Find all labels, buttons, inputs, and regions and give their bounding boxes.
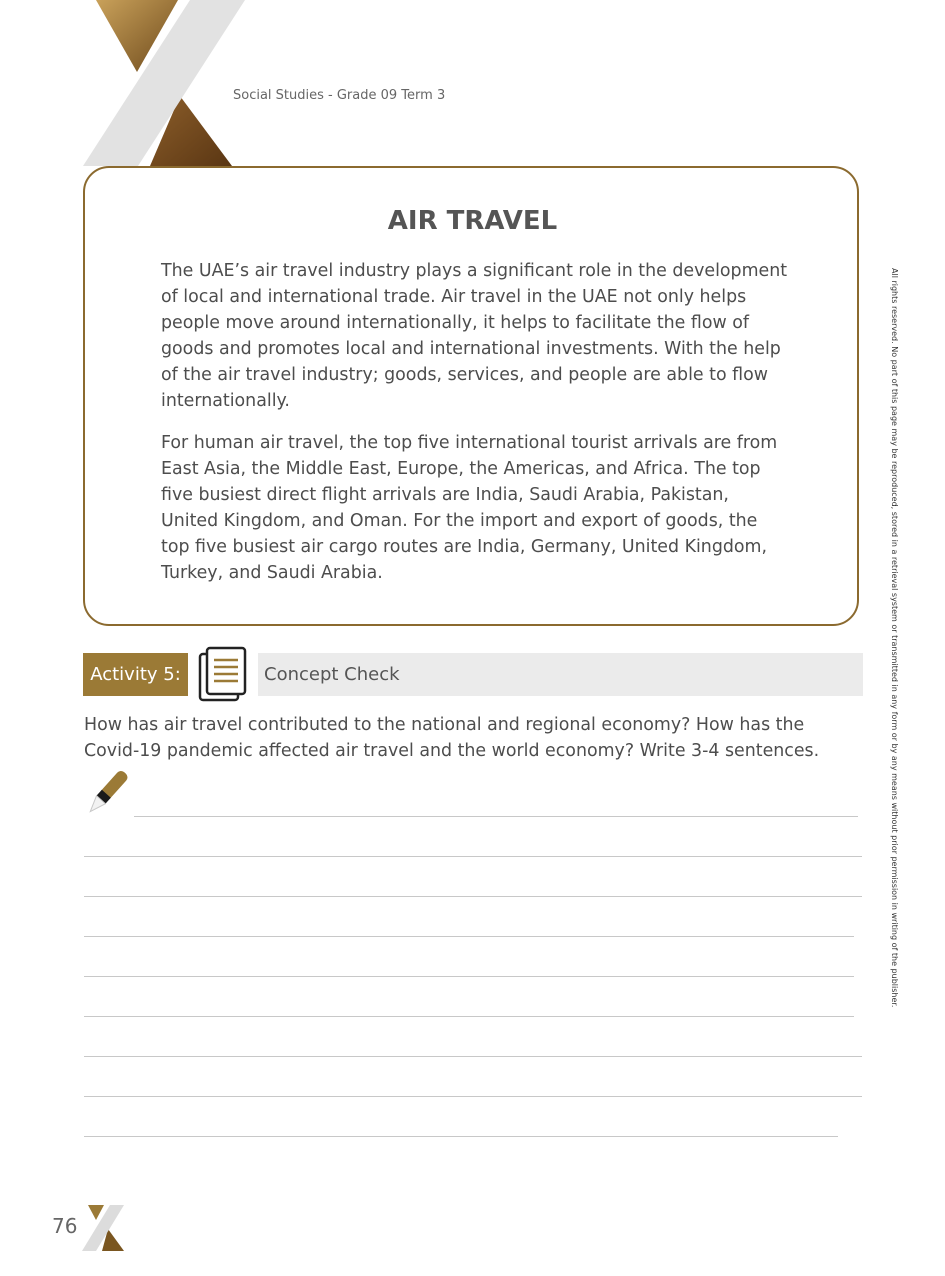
writing-line[interactable] — [84, 1016, 854, 1017]
writing-line[interactable] — [84, 856, 862, 857]
writing-line[interactable] — [84, 896, 862, 897]
corner-x-logo — [0, 0, 260, 170]
article-body — [161, 258, 791, 602]
page-number: 76 — [52, 1214, 78, 1238]
pencil-icon — [82, 768, 132, 818]
document-icon — [198, 646, 248, 702]
activity-question: How has air travel contributed to the national and regional economy? How has the Covid-19 pandemic affected air travel and the world economy? Write 3-4 sentences. — [84, 715, 820, 761]
activity-title: Concept Check — [264, 664, 400, 685]
header-subject: Social Studies - Grade 09 Term 3 — [233, 88, 446, 103]
article-paragraph: For human air travel, the top five international tourist arrivals are from East Asia, the Middle East, Europe, the Americas, and Africa. The top five busiest direct flight arrivals are India, Saudi Arabia, Pakistan, United Kingdom, and Oman. For the import and export of goods, the top five busiest air cargo routes are India, Germany, United Kingdom, Turkey, and Saudi Arabia. — [161, 433, 778, 583]
writing-line[interactable] — [134, 816, 858, 817]
writing-line[interactable] — [84, 1136, 838, 1137]
footer-x-logo — [82, 1205, 126, 1251]
writing-line[interactable] — [84, 1056, 862, 1057]
concept-check-bar — [258, 653, 863, 696]
activity-label: Activity 5: — [83, 653, 188, 696]
writing-line[interactable] — [84, 936, 854, 937]
copyright-note: All rights reserved. No part of this page may be reproduced, stored in a retrieval system or transmitted in any form or by any means without prior permission in writing of the publisher. — [890, 268, 899, 1008]
article-title: AIR TRAVEL — [387, 206, 558, 236]
writing-line[interactable] — [84, 1096, 862, 1097]
article-paragraph: The UAE’s air travel industry plays a significant role in the development of local and international trade. Air travel in the UAE not only helps people move around internationally, it helps to facilitate the flow of goods and promotes local and international investments. With the help of the air travel industry; goods, services, and people are able to flow internationally. — [161, 261, 788, 411]
writing-line[interactable] — [84, 976, 854, 977]
